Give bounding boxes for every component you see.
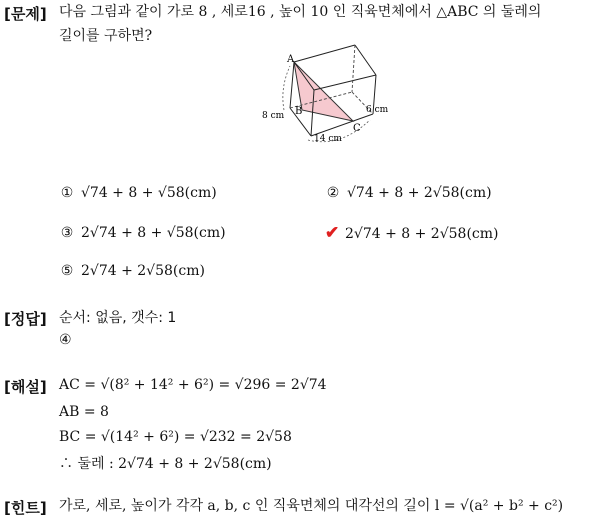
choice-marker: ③ [60,225,74,241]
edge [314,75,376,90]
choice-text: √74 + 8 + √58(cm) [81,185,217,201]
problem-label: [문제] [4,5,47,23]
choice-marker: ② [326,185,340,201]
box-figure [250,40,390,150]
vertex-c: C [353,123,361,134]
answer-meta: 순서: 없음, 갯수: 1 [59,310,177,326]
dimension-left: 8 cm [262,111,285,121]
dim-arc-left [283,66,290,110]
explanation-label: [해설] [4,378,47,396]
problem-text-line2: 길이를 구하면? [59,28,153,44]
choice-text: 2√74 + 2√58(cm) [81,263,205,279]
edge [290,62,294,108]
choice-marker: ⑤ [60,263,74,279]
problem-text-line1: 다음 그림과 같이 가로 8 , 세로16 , 높이 10 인 직육면체에서 △ABC 의 둘레의 [59,4,542,20]
choice-text: 2√74 + 8 + 2√58(cm) [345,226,499,242]
explanation-line4: ∴ 둘레 : 2√74 + 8 + 2√58(cm) [59,456,272,472]
hint-text: 가로, 세로, 높이가 각각 a, b, c 인 직육면체의 대각선의 길이 l = √(a² + b² + c²) [59,498,564,514]
edge [294,45,355,62]
explanation-line3: BC = √(14² + 6²) = √232 = 2√58 [59,429,292,445]
answer-value: ④ [59,332,72,348]
explanation-line2: AB = 8 [59,404,109,420]
edge [355,45,376,75]
choice-4[interactable] [325,224,499,243]
choice-text: 2√74 + 8 + √58(cm) [81,225,226,241]
choice-1[interactable] [59,184,217,202]
check-icon: ✔ [325,223,340,243]
hint-label: [힌트] [4,499,47,517]
choice-2[interactable] [325,184,492,202]
choice-3[interactable] [59,224,226,242]
choice-marker: ① [60,185,74,201]
choice-text: √74 + 8 + 2√58(cm) [347,185,492,201]
dimension-right: 6 cm [366,105,389,115]
choice-5[interactable] [59,262,205,280]
hidden-edge [352,45,355,92]
answer-label: [정답] [4,310,47,328]
explanation-line1: AC = √(8² + 14² + 6²) = √296 = 2√74 [59,377,327,393]
vertex-a: A [287,54,295,65]
triangle-abc [294,62,353,121]
vertex-b: B [295,106,303,117]
dimension-bottom: 14 cm [314,134,342,144]
